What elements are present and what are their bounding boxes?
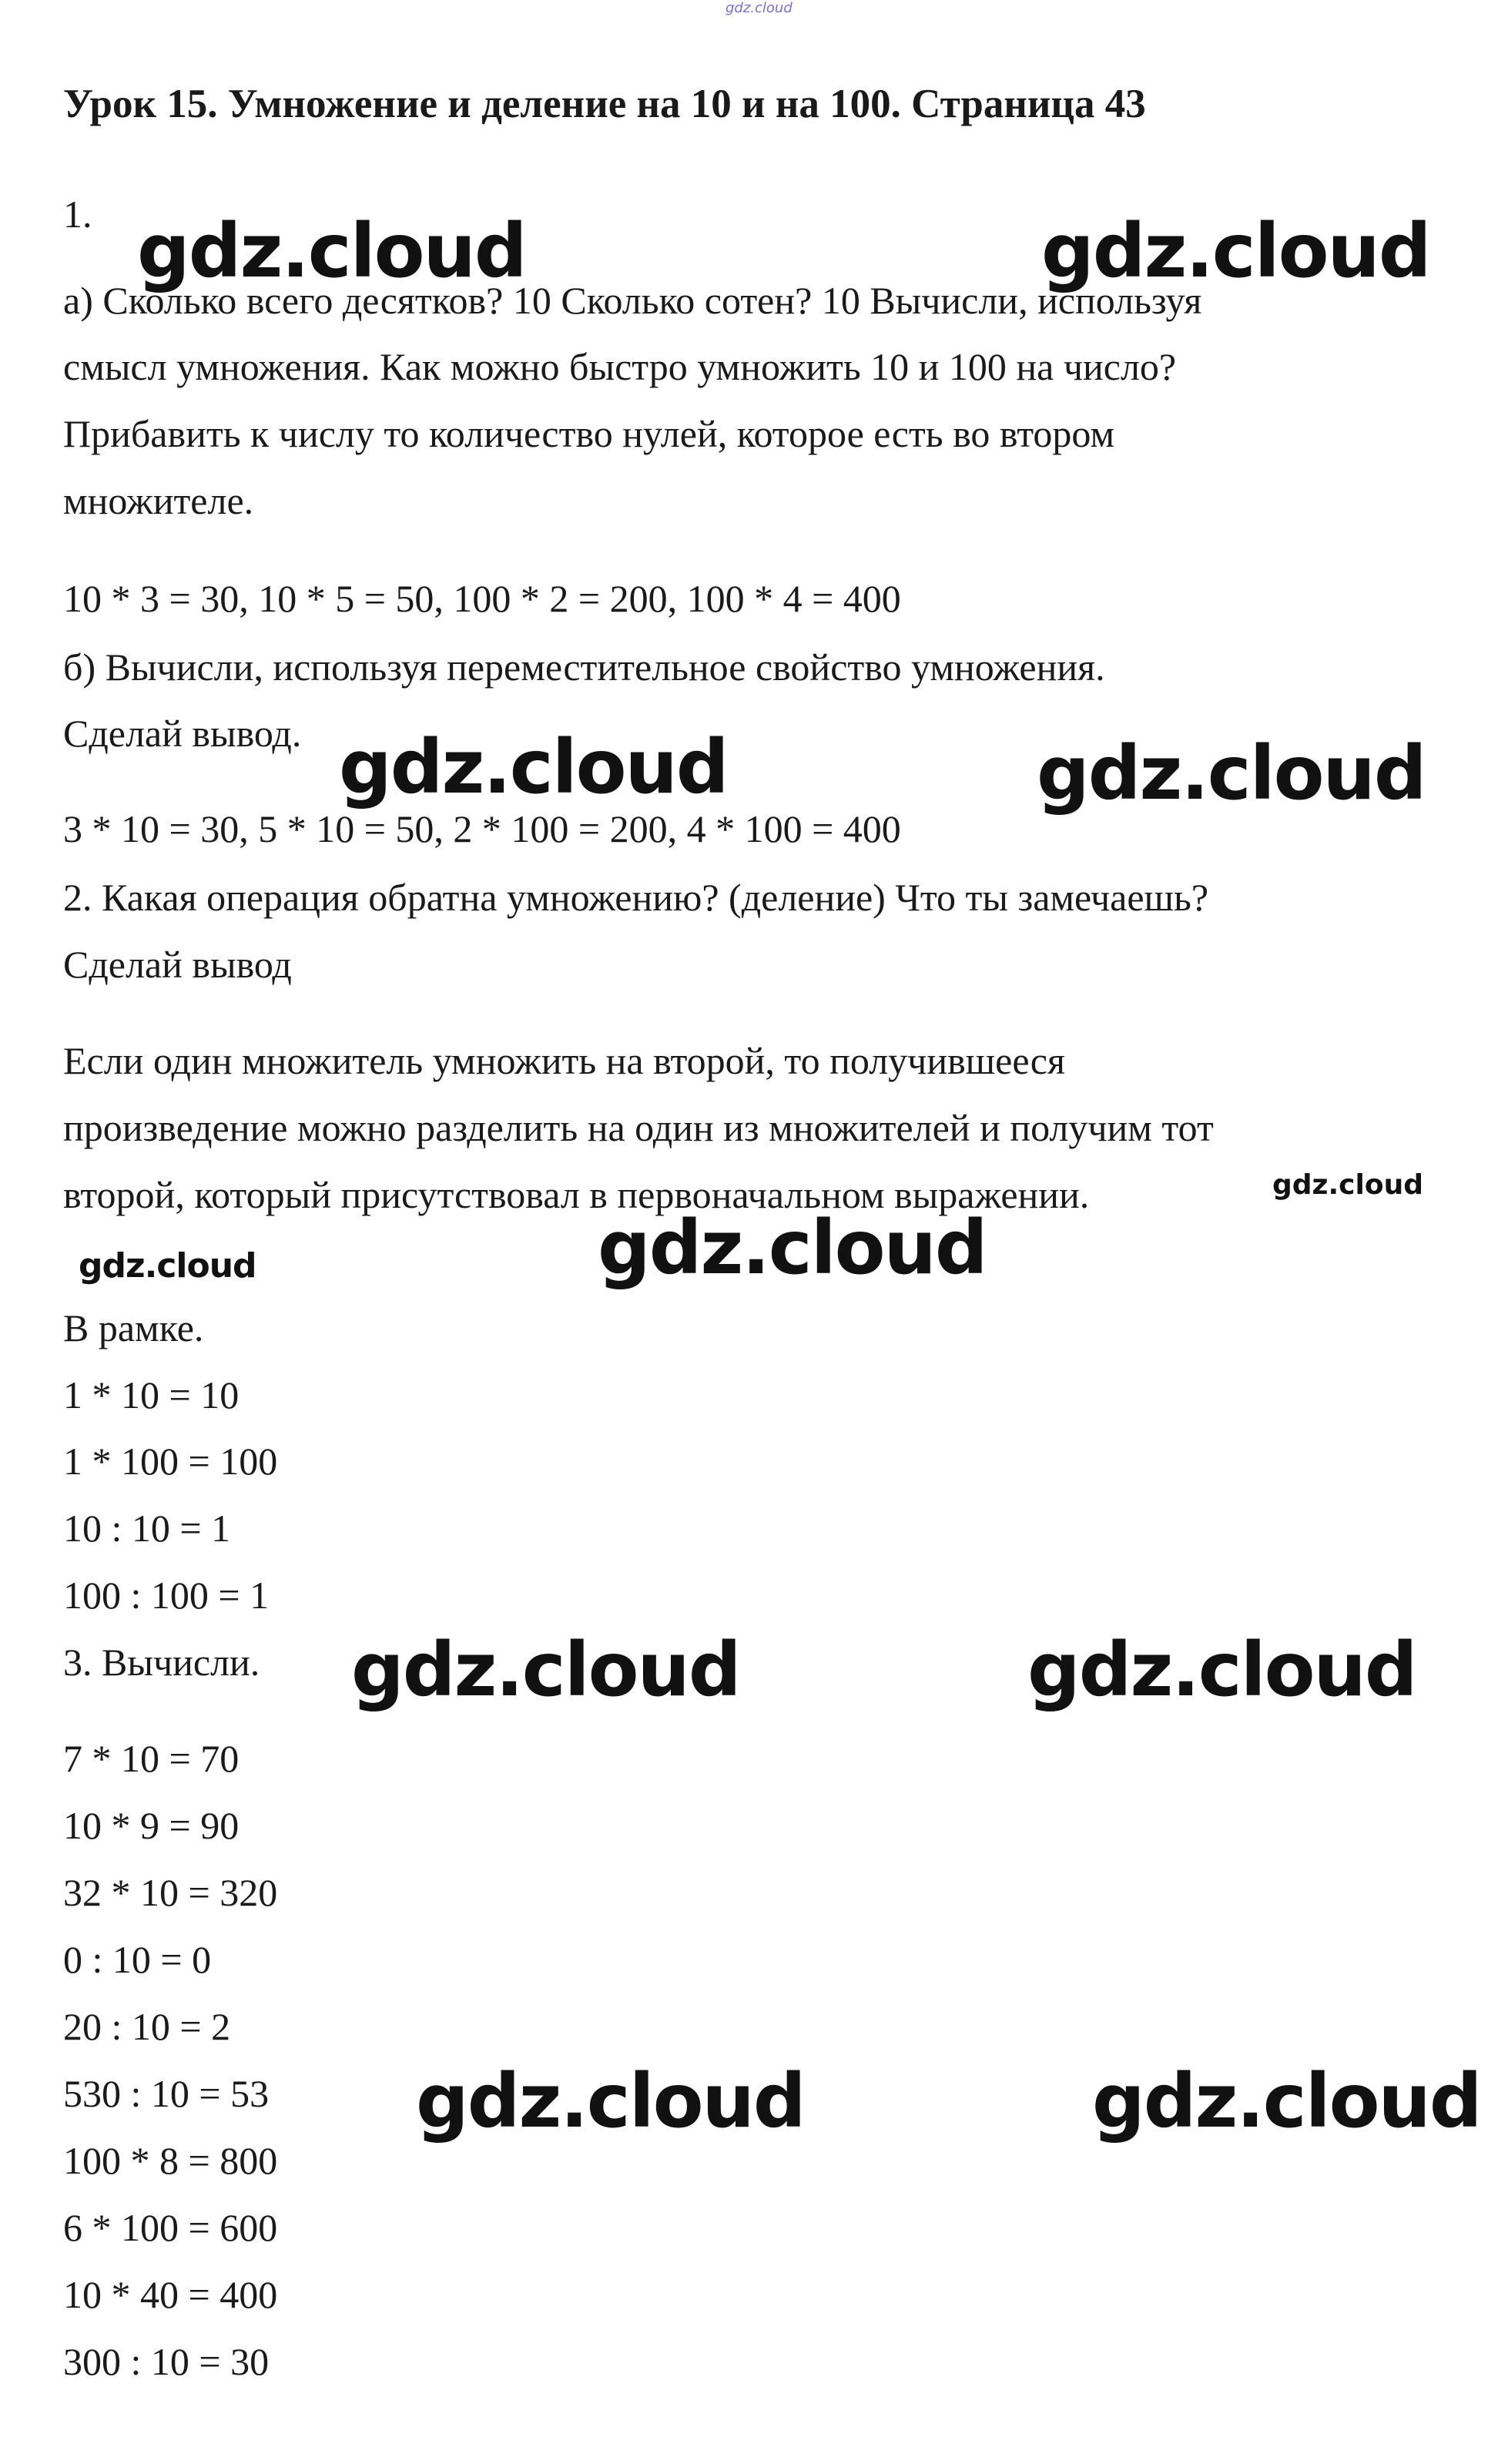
top-watermark: gdz.cloud xyxy=(726,0,793,16)
task3-equation: 10 * 40 = 400 xyxy=(63,2273,278,2316)
watermark: gdz.cloud xyxy=(1041,208,1430,294)
task1-b-line-1: б) Вычисли, используя переместительное свойство умножения. xyxy=(63,645,1105,689)
task3-equation: 100 * 8 = 800 xyxy=(63,2139,278,2182)
watermark: gdz.cloud xyxy=(416,2058,805,2144)
task3-equation: 6 * 100 = 600 xyxy=(63,2206,278,2249)
task1-a-line-2: смысл умножения. Как можно быстро умножить 10 и 100 на число? xyxy=(63,345,1177,388)
task2-line-1: 2. Какая операция обратна умножению? (деление) Что ты замечаешь? xyxy=(63,876,1209,919)
watermark: gdz.cloud xyxy=(1027,1627,1416,1713)
watermark: gdz.cloud xyxy=(1092,2058,1481,2144)
task3-equation: 10 * 9 = 90 xyxy=(63,1804,240,1847)
frame-label: В рамке. xyxy=(63,1306,204,1349)
task1-b-line-2: Сделай вывод. xyxy=(63,712,302,755)
watermark: gdz.cloud xyxy=(137,208,526,294)
frame-equation: 100 : 100 = 1 xyxy=(63,1574,270,1617)
watermark: gdz.cloud xyxy=(1037,730,1426,816)
watermark: gdz.cloud xyxy=(79,1246,256,1286)
task3-equation: 7 * 10 = 70 xyxy=(63,1737,240,1780)
watermark: gdz.cloud xyxy=(351,1627,740,1713)
frame-equation: 1 * 100 = 100 xyxy=(63,1440,278,1483)
task3-equation: 20 : 10 = 2 xyxy=(63,2005,231,2048)
frame-equation: 10 : 10 = 1 xyxy=(63,1507,231,1550)
page-title: Урок 15. Умножение и деление на 10 и на 100. Страница 43 xyxy=(63,82,1146,126)
task3-equation: 0 : 10 = 0 xyxy=(63,1938,212,1981)
task3-equation: 32 * 10 = 320 xyxy=(63,1871,278,1914)
task1-a-line-1: а) Сколько всего десятков? 10 Сколько сотен? 10 Вычисли, используя xyxy=(63,279,1202,322)
task2-line-2: Сделай вывод xyxy=(63,943,292,986)
task1-b-answer: 3 * 10 = 30, 5 * 10 = 50, 2 * 100 = 200, 4 * 100 = 400 xyxy=(63,807,901,850)
task3-equation: 530 : 10 = 53 xyxy=(63,2072,270,2115)
task2-conclusion-1: Если один множитель умножить на второй, то получившееся xyxy=(63,1039,1066,1082)
task1-number: 1. xyxy=(63,193,92,236)
task1-a-answer: 10 * 3 = 30, 10 * 5 = 50, 100 * 2 = 200, 100 * 4 = 400 xyxy=(63,577,901,620)
task1-a-line-4: множителе. xyxy=(63,479,254,522)
watermark: gdz.cloud xyxy=(1272,1169,1423,1201)
task1-a-line-3: Прибавить к числу то количество нулей, которое есть во втором xyxy=(63,412,1115,455)
watermark: gdz.cloud xyxy=(339,724,728,810)
task2-conclusion-3: второй, который присутствовал в первоначальном выражении. xyxy=(63,1173,1090,1216)
watermark: gdz.cloud xyxy=(598,1205,987,1291)
frame-equation: 1 * 10 = 10 xyxy=(63,1373,240,1416)
task3-equation: 300 : 10 = 30 xyxy=(63,2340,270,2383)
task3-label: 3. Вычисли. xyxy=(63,1641,260,1684)
task2-conclusion-2: произведение можно разделить на один из множителей и получим тот xyxy=(63,1106,1214,1149)
